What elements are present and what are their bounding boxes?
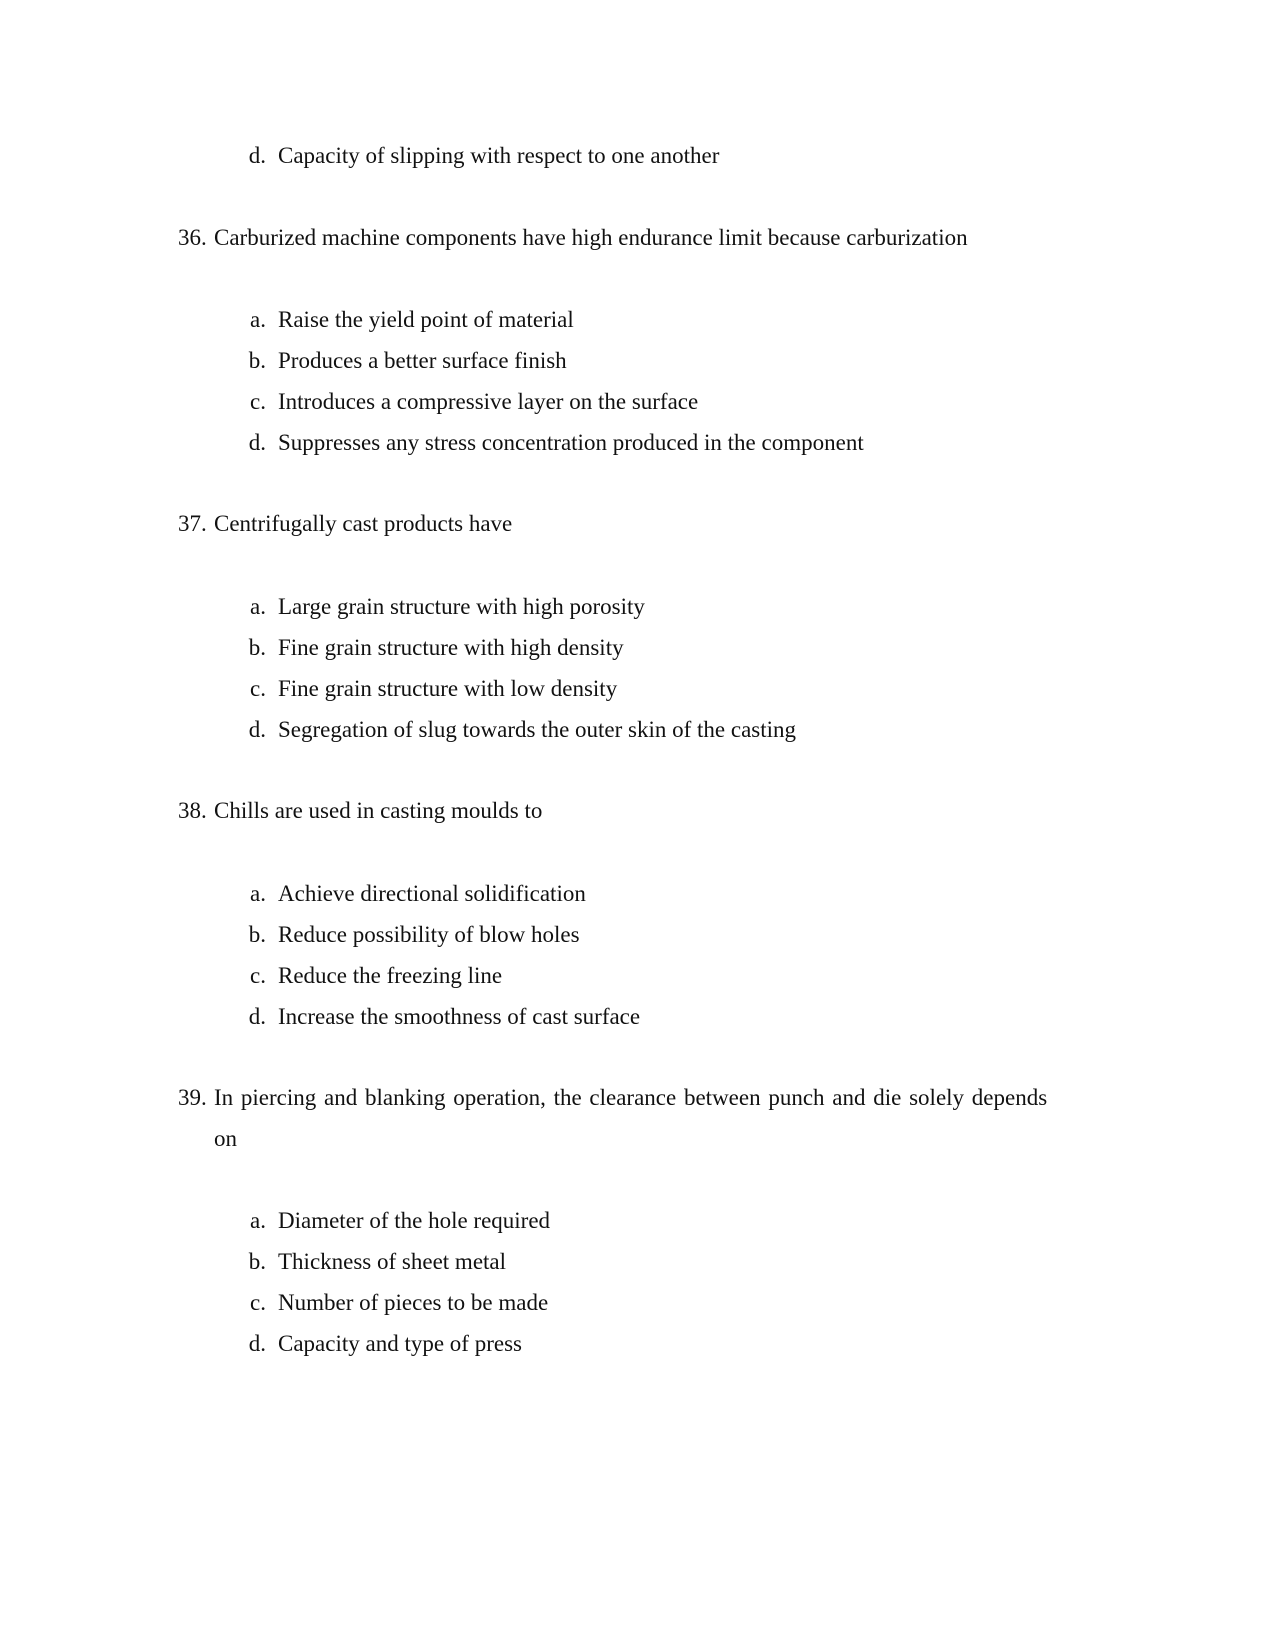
- option-letter: b.: [248, 348, 266, 373]
- question-number: 37.: [178, 511, 207, 536]
- option-text: Capacity of slipping with respect to one another: [278, 143, 720, 168]
- question-text: Centrifugally cast products have: [214, 511, 513, 536]
- option-text: Introduces a compressive layer on the surface: [278, 389, 699, 414]
- option-text: Reduce possibility of blow holes: [278, 922, 580, 947]
- option-letter: d.: [248, 430, 266, 455]
- option-text: Segregation of slug towards the outer skin of the casting: [278, 717, 797, 742]
- question-number: 39.: [178, 1085, 207, 1110]
- option-letter: c.: [250, 389, 266, 414]
- option-letter: a.: [250, 307, 266, 332]
- question-number: 38.: [178, 798, 207, 823]
- option-text: Capacity and type of press: [278, 1331, 522, 1356]
- question-text-line-1: In piercing and blanking operation, the clearance between punch and die solely depends: [214, 1085, 1048, 1110]
- option-text: Diameter of the hole required: [278, 1208, 551, 1233]
- option-text: Fine grain structure with high density: [278, 635, 624, 660]
- option-text: Fine grain structure with low density: [278, 676, 618, 701]
- option-text: Achieve directional solidification: [278, 881, 586, 906]
- option-text: Produces a better surface finish: [278, 348, 567, 373]
- option-letter: a.: [250, 594, 266, 619]
- question-text: Carburized machine components have high endurance limit because carburization: [214, 225, 968, 250]
- question-text: Chills are used in casting moulds to: [214, 798, 543, 823]
- option-letter: b.: [248, 1249, 266, 1274]
- option-text: Increase the smoothness of cast surface: [278, 1004, 641, 1029]
- option-text: Thickness of sheet metal: [278, 1249, 507, 1274]
- option-letter: b.: [248, 922, 266, 947]
- option-text: Reduce the freezing line: [278, 963, 503, 988]
- option-text: Suppresses any stress concentration produced in the component: [278, 430, 864, 455]
- question-39-continuation: [214, 1125, 237, 1153]
- option-text: Raise the yield point of material: [278, 307, 574, 332]
- option-letter: b.: [248, 635, 266, 660]
- option-letter: d.: [248, 1004, 266, 1029]
- option-letter: a.: [250, 881, 266, 906]
- option-letter: c.: [250, 963, 266, 988]
- option-text: Number of pieces to be made: [278, 1290, 549, 1315]
- option-letter: d.: [248, 143, 266, 168]
- option-letter: a.: [250, 1208, 266, 1233]
- option-letter: d.: [248, 1331, 266, 1356]
- option-letter: c.: [250, 1290, 266, 1315]
- option-letter: c.: [250, 676, 266, 701]
- option-letter: d.: [248, 717, 266, 742]
- option-text: Large grain structure with high porosity: [278, 594, 645, 619]
- question-text-line-2: on: [214, 1126, 237, 1151]
- question-number: 36.: [178, 225, 207, 250]
